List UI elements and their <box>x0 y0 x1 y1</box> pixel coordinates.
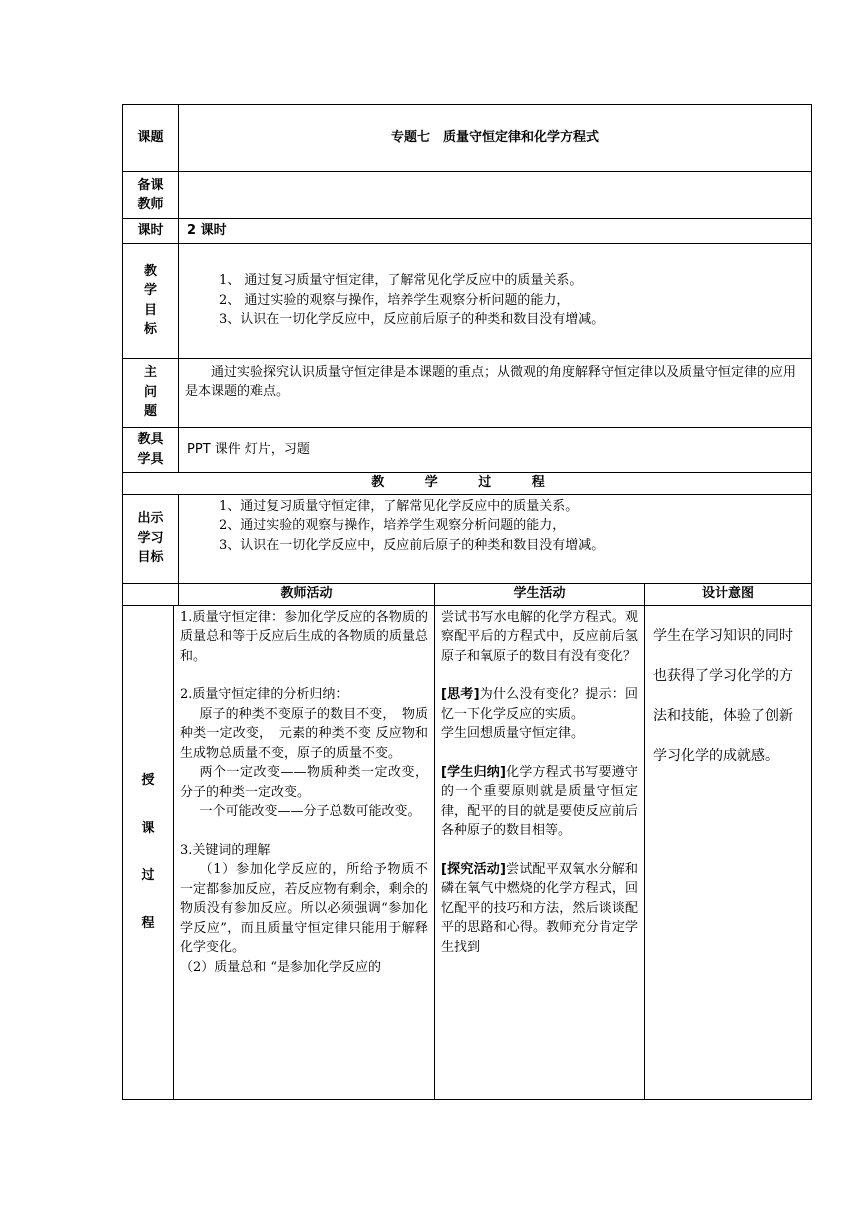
lesson-plan-table <box>122 104 812 1100</box>
teacher-paragraph: 3.关键词的理解 <box>180 842 271 858</box>
goal-item: 1、通过复习质量守恒定律，了解常见化学反应中的质量关系。 <box>219 498 579 514</box>
header-blank <box>123 583 179 605</box>
hours-value: 2 课时 <box>179 219 812 244</box>
topic-label: 课题 <box>123 105 179 172</box>
goal-item: 2、 通过实验的观察与操作，培养学生观察分析问题的能力， <box>219 292 570 308</box>
problem-text: 通过实验探究认识质量守恒定律是本课题的重点；从微观的角度解释守恒定律以及质量守恒定律的应用是本课题的难点。 <box>179 358 812 427</box>
teacher-label: 备课 教师 <box>123 172 179 219</box>
tools-value: PPT 课件 灯片，习题 <box>179 427 812 472</box>
show-goals-list <box>179 494 812 583</box>
student-paragraph: [思考]为什么没有变化？提示：回忆一下化学反应的实质。 <box>441 687 639 722</box>
teacher-value <box>179 172 812 219</box>
explore-tag: [探究活动] <box>441 861 506 877</box>
student-paragraph: [学生归纳]化学方程式书写要遵守的一个重要原则就是质量守恒定律，配平的目的就是要使反应前后各种原子的数目相等。 <box>441 764 639 838</box>
header-student-activity: 学生活动 <box>435 583 645 605</box>
goal-item: 2、通过实验的观察与操作，培养学生观察分析问题的能力， <box>219 518 566 533</box>
show-goals-label: 出示 学习 目标 <box>123 494 179 583</box>
student-activity-cell <box>435 605 645 1099</box>
think-tag: [思考] <box>441 687 480 702</box>
topic-value: 专题七 质量守恒定律和化学方程式 <box>179 105 812 172</box>
student-paragraph: 尝试书写水电解的化学方程式。观察配平后的方程式中，反应前后氢原子和氧原子的数目有没有变化？ <box>441 609 639 664</box>
hours-label: 课时 <box>123 219 179 244</box>
student-paragraph: 学生回想质量守恒定律。 <box>441 726 585 741</box>
teacher-paragraph: 2.质量守恒定律的分析归纳： <box>180 687 349 702</box>
goal-item: 1、 通过复习质量守恒定律，了解常见化学反应中的质量关系。 <box>219 273 583 289</box>
goals-list <box>179 243 812 358</box>
teacher-paragraph: 1.质量守恒定律：参加化学反应的各物质的质量总和等于反应后生成的各物质的质量总和。 <box>180 609 429 664</box>
teacher-paragraph: 原子的种类不变原子的数目不变， 物质种类一定改变， 元素的种类不变 反应物和生成物总质量不变，原子的质量不变。 <box>180 706 429 761</box>
goal-item: 3、认识在一切化学反应中，反应前后原子的种类和数目没有增减。 <box>219 537 605 553</box>
teacher-paragraph: （1）参加化学反应的，所给予物质不一定都参加反应，若反应物有剩余，剩余的物质没有参加反应。所以必须强调“参加化学反应”，而且质量守恒定律只能用于解释化学变化。 <box>180 862 429 955</box>
student-paragraph: [探究活动]尝试配平双氧水分解和磷在氧气中燃烧的化学方程式，回忆配平的技巧和方法，然后谈谈配平的思路和心得。教师充分肯定学生找到 <box>441 861 639 955</box>
header-design-intent: 设计意图 <box>645 583 812 605</box>
goals-label: 教 学 目 标 <box>123 243 179 358</box>
teacher-activity-cell <box>174 605 435 1099</box>
summary-tag: [学生归纳] <box>441 764 506 780</box>
design-intent-cell: 学生在学习知识的同时也获得了学习化学的方法和技能，体验了创新学习化学的成就感。 <box>645 605 812 1099</box>
process-title: 教 学 过 程 <box>123 472 812 494</box>
header-teacher-activity: 教师活动 <box>179 583 435 605</box>
goal-item: 3、认识在一切化学反应中，反应前后原子的种类和数目没有增减。 <box>219 312 605 328</box>
problem-label: 主 问 题 <box>123 358 179 427</box>
tools-label: 教具 学具 <box>123 427 179 472</box>
process-label: 授 课 过 程 <box>123 605 174 1099</box>
teacher-paragraph: 一个可能改变——分子总数可能改变。 <box>199 804 421 819</box>
teacher-paragraph: （2）质量总和 “是参加化学反应的 <box>180 959 382 975</box>
teacher-paragraph: 两个一定改变——物质种类一定改变，分子的种类一定改变。 <box>180 765 429 800</box>
